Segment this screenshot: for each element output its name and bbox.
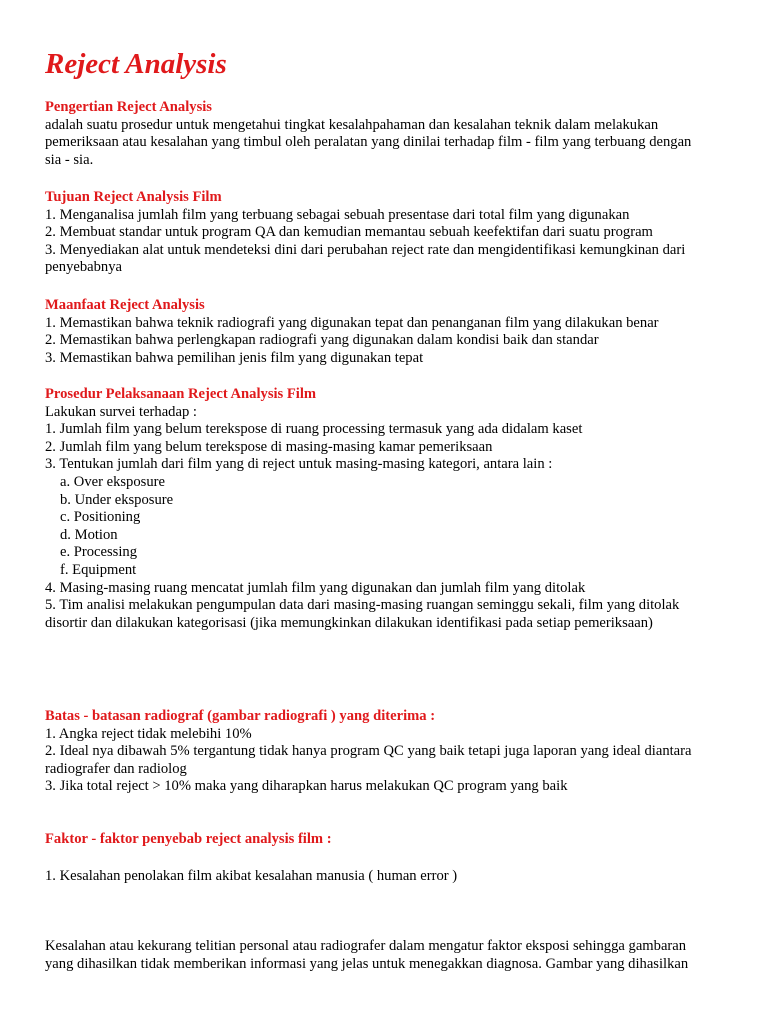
section-heading: Maanfaat Reject Analysis [45, 297, 205, 313]
sub-list-item: a. Over eksposure [60, 473, 165, 490]
sub-list-item: e. Processing [60, 544, 138, 561]
list-item: 3. Memastikan bahwa pemilihan jenis film yang digunakan tepat [45, 349, 424, 366]
list-item: 5. Tim analisi melakukan pengumpulan data dari masing-masing ruangan seminggu sekali, film yang ditolak [45, 597, 680, 614]
sub-list-item: f. Equipment [60, 561, 137, 578]
list-item: 1. Kesalahan penolakan film akibat kesalahan manusia ( human error ) [45, 868, 458, 884]
section-heading: Prosedur Pelaksanaan Reject Analysis Film [45, 386, 317, 402]
section-faktor [45, 831, 725, 849]
sub-list-item: d. Motion [60, 526, 118, 543]
section-heading: Pengertian Reject Analysis [45, 99, 212, 115]
page-title: Reject Analysis [45, 48, 227, 80]
list-item: 3. Tentukan jumlah dari film yang di reject untuk masing-masing kategori, antara lain : [45, 456, 553, 473]
list-item: radiografer dan radiolog [45, 760, 187, 777]
sub-list-item: c. Positioning [60, 509, 141, 526]
faktor-item [45, 868, 725, 886]
text-line: yang dihasilkan tidak memberikan informasi yang jelas untuk menegakkan diagnosa. Gambar yang dihasilkan [45, 955, 689, 972]
text-line: adalah suatu prosedur untuk mengetahui tingkat kesalahpahaman dan kesalahan teknik dalam melakukan [45, 116, 659, 133]
section-heading: Batas - batasan radiograf (gambar radiografi ) yang diterima : [45, 708, 436, 724]
text-line: pemeriksaan atau kesalahan yang timbul oleh peralatan yang dinilai terhadap film - film yang terbuang dengan [45, 134, 692, 151]
list-item: 3. Jika total reject > 10% maka yang diharapkan harus melakukan QC program yang baik [45, 778, 568, 795]
section-heading: Tujuan Reject Analysis Film [45, 189, 222, 205]
intro-line: Lakukan survei terhadap : [45, 403, 197, 420]
section-tujuan [45, 189, 725, 277]
text-line: sia - sia. [45, 151, 94, 168]
list-item: 2. Memastikan bahwa perlengkapan radiografi yang digunakan dalam kondisi baik dan standar [45, 332, 599, 349]
section-batasan [45, 708, 725, 796]
text-line: Kesalahan atau kekurang telitian personal atau radiografer dalam mengatur faktor eksposi sehingga gambaran [45, 938, 687, 954]
list-item: 2. Membuat standar untuk program QA dan kemudian memantau sebuah keefektifan dari suatu program [45, 224, 653, 241]
list-item: 1. Menganalisa jumlah film yang terbuang sebagai sebuah presentase dari total film yang digunakan [45, 206, 630, 223]
section-pengertian [45, 99, 725, 169]
list-item: 2. Ideal nya dibawah 5% tergantung tidak hanya program QC yang baik tetapi juga laporan yang ideal diantara [45, 743, 692, 760]
list-item: 4. Masing-masing ruang mencatat jumlah film yang digunakan dan jumlah film yang ditolak [45, 579, 586, 596]
list-item: 1. Memastikan bahwa teknik radiografi yang digunakan tepat dan penanganan film yang dilakukan benar [45, 314, 659, 331]
list-item: disortir dan dilakukan kategorisasi (jika memungkinkan dilakukan identifikasi pada setiap pemeriksaan) [45, 614, 653, 631]
section-prosedur [45, 386, 725, 632]
list-item: 2. Jumlah film yang belum terekspose di masing-masing kamar pemeriksaan [45, 438, 493, 455]
list-item: penyebabnya [45, 259, 122, 276]
section-heading: Faktor - faktor penyebab reject analysis film : [45, 831, 332, 847]
sub-list-item: b. Under eksposure [60, 491, 174, 508]
list-item: 1. Angka reject tidak melebihi 10% [45, 725, 252, 742]
list-item: 3. Menyediakan alat untuk mendeteksi dini dari perubahan reject rate dan mengidentifikasi kemungkinan dari [45, 241, 686, 258]
faktor-paragraph [45, 938, 725, 973]
list-item: 1. Jumlah film yang belum terekspose di ruang processing termasuk yang ada didalam kaset [45, 421, 583, 438]
section-manfaat [45, 297, 725, 367]
